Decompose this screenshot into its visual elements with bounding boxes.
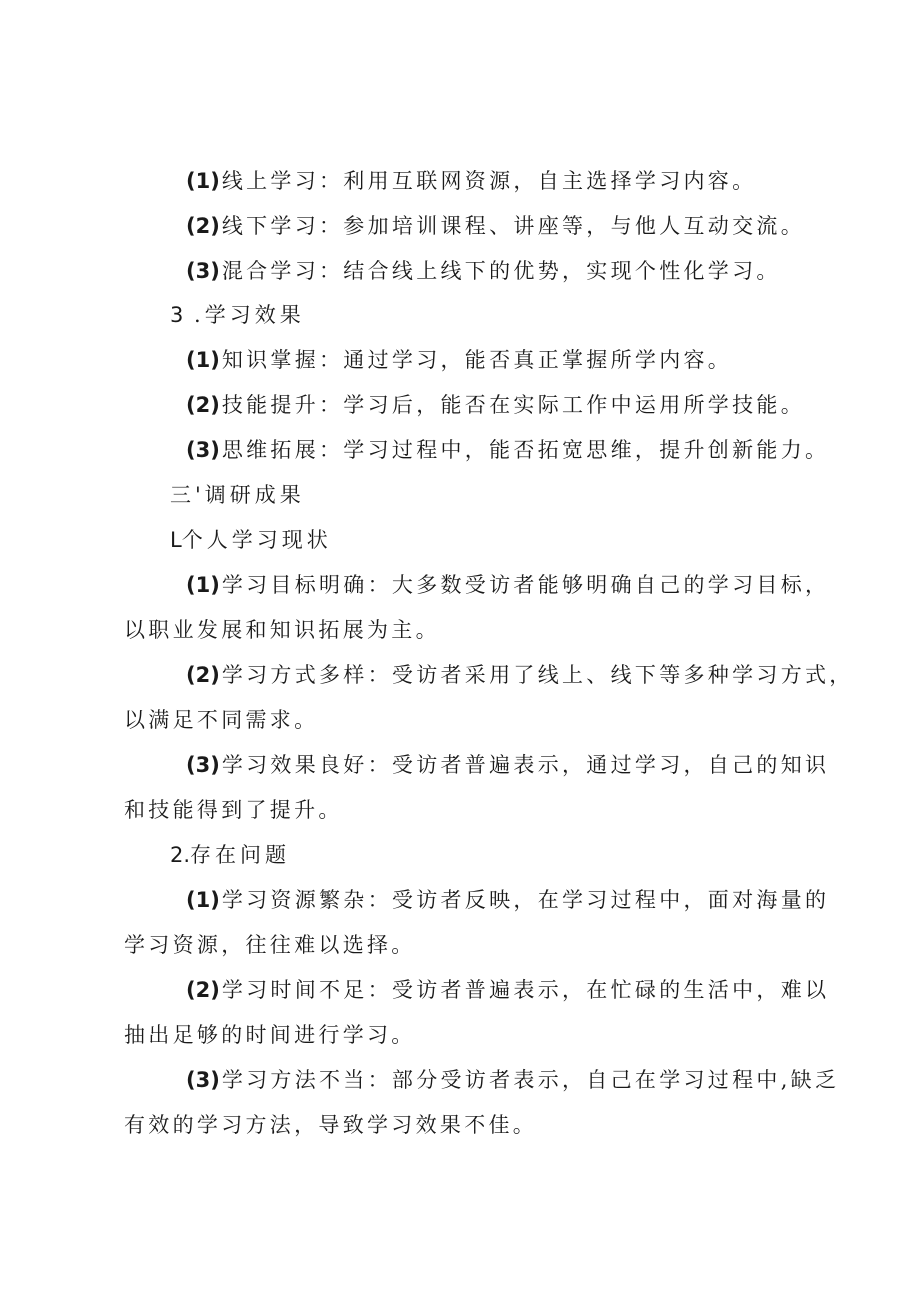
list-item xyxy=(186,435,829,465)
item-number: (2) xyxy=(186,214,220,238)
list-item xyxy=(186,166,756,196)
item-number: (3) xyxy=(186,1068,220,1092)
list-item-continuation: 以满足不同需求。 xyxy=(124,708,319,732)
list-item xyxy=(186,570,829,600)
item-text: 思维拓展：学习过程中，能否拓宽思维，提升创新能力。 xyxy=(221,438,830,462)
item-number: (1) xyxy=(186,888,220,912)
item-text: 学习目标明确：大多数受访者能够明确自己的学习目标， xyxy=(221,573,830,597)
item-text: 学习方法不当：部分受访者表示，自己在学习过程中,缺乏 xyxy=(221,1068,840,1092)
list-item-continuation: 和技能得到了提升。 xyxy=(124,798,343,822)
item-number: (3) xyxy=(186,753,220,777)
list-item xyxy=(186,256,781,286)
section-heading xyxy=(170,300,305,330)
item-text: 线下学习：参加培训课程、讲座等，与他人互动交流。 xyxy=(221,214,806,238)
list-item xyxy=(186,975,829,1005)
item-number: (2) xyxy=(186,393,220,417)
list-item xyxy=(186,660,854,690)
list-item xyxy=(186,1065,839,1095)
heading-text: .学习效果 xyxy=(183,303,305,327)
list-item xyxy=(186,750,829,780)
item-text: 学习方式多样：受访者采用了线上、线下等多种学习方式， xyxy=(221,663,854,687)
item-text: 知识掌握：通过学习，能否真正掌握所学内容。 xyxy=(221,348,733,372)
heading-text: 存在问题 xyxy=(190,843,291,867)
subsection-heading xyxy=(170,840,290,870)
item-number: (3) xyxy=(186,259,220,283)
list-item xyxy=(186,211,805,241)
heading-number: 3 xyxy=(170,303,184,327)
item-text: 技能提升：学习后，能否在实际工作中运用所学技能。 xyxy=(221,393,806,417)
list-item-continuation: 学习资源，往往难以选择。 xyxy=(124,933,416,957)
item-number: (1) xyxy=(186,573,220,597)
list-item xyxy=(186,345,732,375)
heading-number: L xyxy=(170,528,182,552)
item-number: (3) xyxy=(186,438,220,462)
item-text: 学习资源繁杂：受访者反映，在学习过程中，面对海量的 xyxy=(221,888,830,912)
list-item xyxy=(186,885,829,915)
item-text: 学习效果良好：受访者普遍表示，通过学习，自己的知识 xyxy=(221,753,830,777)
list-item xyxy=(186,390,805,420)
item-number: (1) xyxy=(186,169,220,193)
list-item-continuation: 以职业发展和知识拓展为主。 xyxy=(124,618,440,642)
item-number: (2) xyxy=(186,978,220,1002)
item-text: 学习时间不足：受访者普遍表示，在忙碌的生活中，难以 xyxy=(221,978,830,1002)
heading-text: 个人学习现状 xyxy=(181,528,332,552)
item-text: 线上学习：利用互联网资源，自主选择学习内容。 xyxy=(221,169,757,193)
list-item-continuation: 有效的学习方法，导致学习效果不佳。 xyxy=(124,1113,538,1137)
chapter-heading: 三'调研成果 xyxy=(170,483,305,507)
item-number: (1) xyxy=(186,348,220,372)
item-text: 混合学习：结合线上线下的优势，实现个性化学习。 xyxy=(221,259,781,283)
item-number: (2) xyxy=(186,663,220,687)
heading-number: 2. xyxy=(170,843,191,867)
list-item-continuation: 抽出足够的时间进行学习。 xyxy=(124,1023,416,1047)
subsection-heading xyxy=(170,525,332,555)
